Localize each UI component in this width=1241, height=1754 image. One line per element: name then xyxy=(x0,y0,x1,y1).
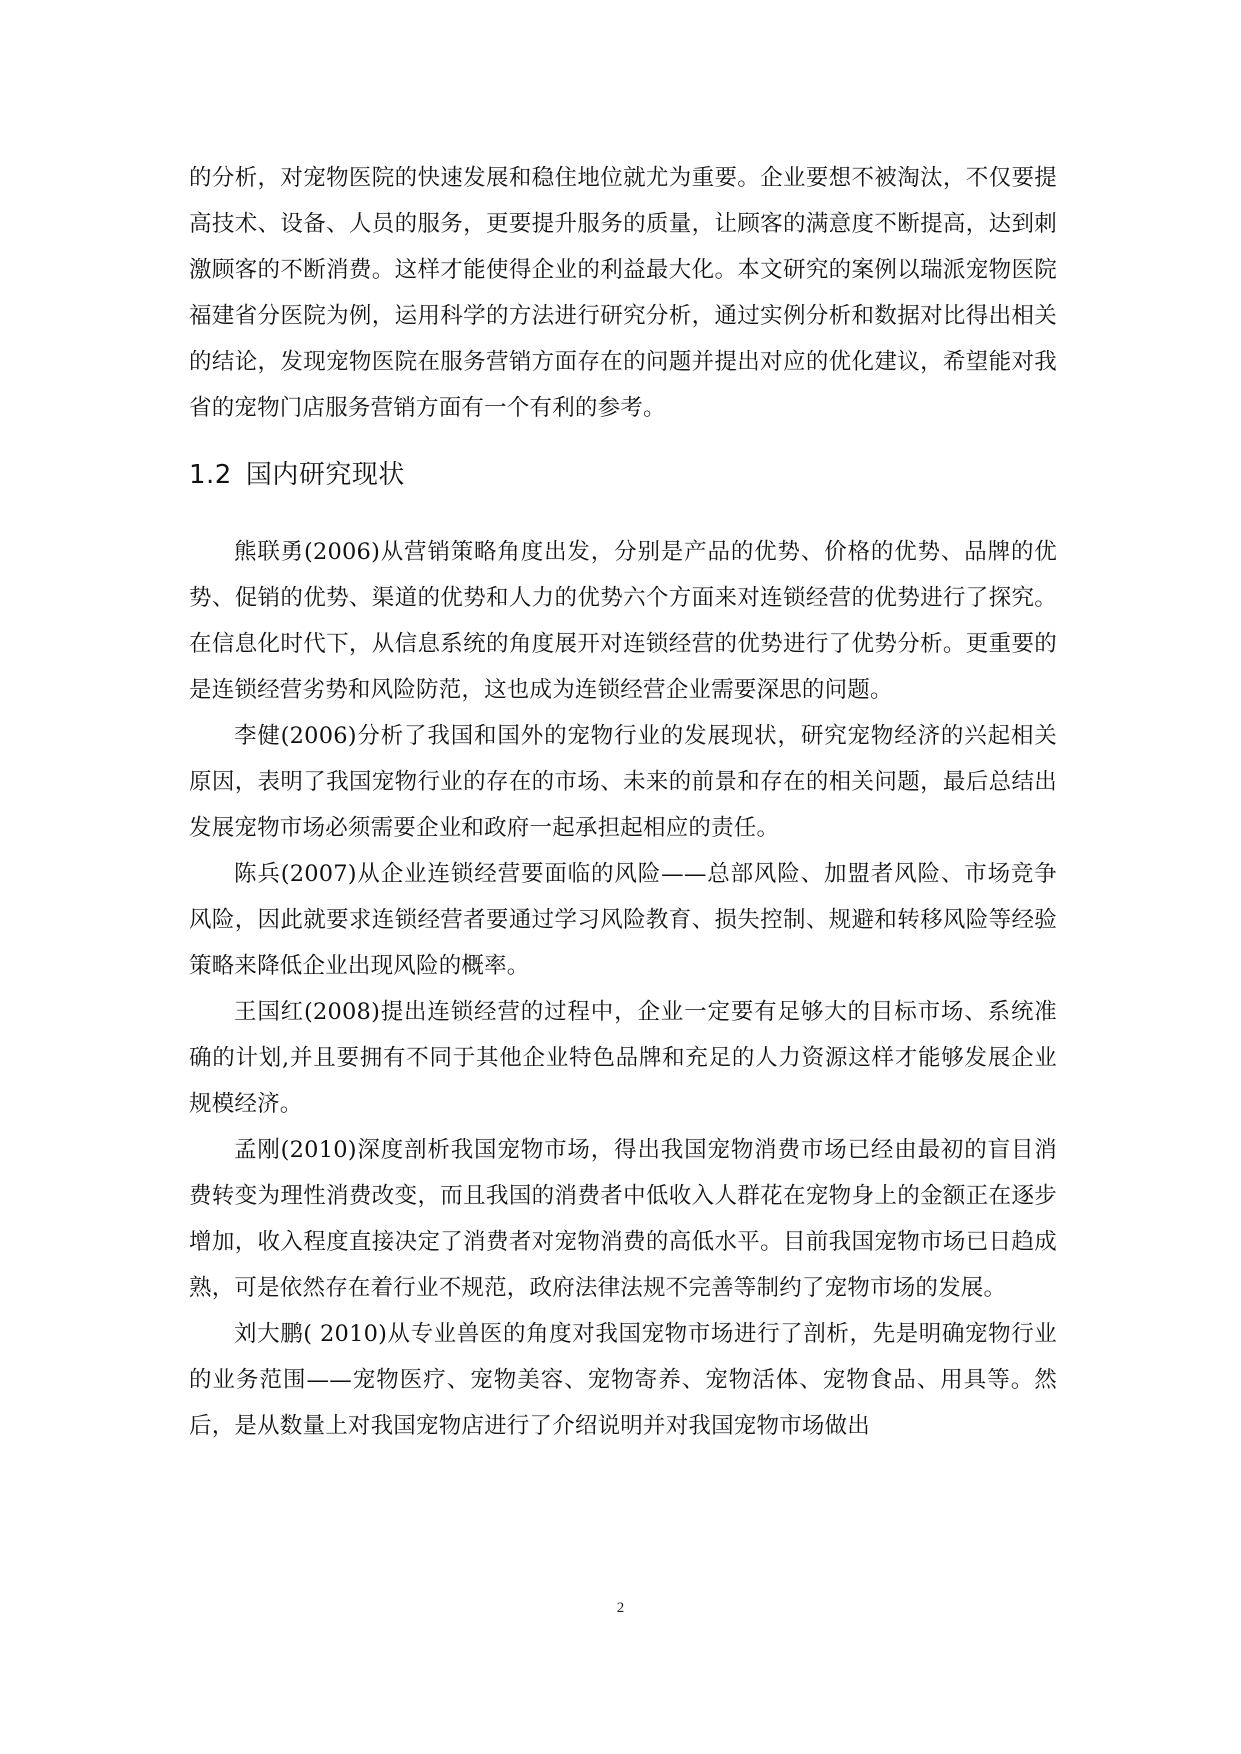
paragraph-wang: 王国红(2008)提出连锁经营的过程中，企业一定要有足够大的目标市场、系统准确的计划,并且要拥有不同于其他企业特色品牌和充足的人力资源这样才能够发展企业规模经济。 xyxy=(189,999,1057,1117)
paragraph-chen: 陈兵(2007)从企业连锁经营要面临的风险——总部风险、加盟者风险、市场竞争风险，因此就要求连锁经营者要通过学习风险教育、损失控制、规避和转移风险等经验策略来降低企业出现风险的概率。 xyxy=(189,861,1057,979)
page-number: 2 xyxy=(616,1600,625,1616)
document-body xyxy=(189,155,1057,1449)
paragraph-liu: 刘大鹏( 2010)从专业兽医的角度对我国宠物市场进行了剖析，先是明确宠物行业的业务范围——宠物医疗、宠物美容、宠物寄养、宠物活体、宠物食品、用具等。然后，是从数量上对我国宠物店进行了介绍说明并对我国宠物市场做出 xyxy=(189,1321,1057,1439)
heading-spacer xyxy=(189,519,1057,529)
section-title: 国内研究现状 xyxy=(245,460,405,490)
paragraph-meng: 孟刚(2010)深度剖析我国宠物市场，得出我国宠物消费市场已经由最初的盲目消费转变为理性消费改变，而且我国的消费者中低收入人群花在宠物身上的金额正在逐步增加，收入程度直接决定了消费者对宠物消费的高低水平。目前我国宠物市场已日趋成熟，可是依然存在着行业不规范，政府法律法规不完善等制约了宠物市场的发展。 xyxy=(189,1137,1057,1301)
intro-paragraph: 的分析，对宠物医院的快速发展和稳住地位就尤为重要。企业要想不被淘汰，不仅要提高技术、设备、人员的服务，更要提升服务的质量，让顾客的满意度不断提高，达到刺激顾客的不断消费。这样才能使得企业的利益最大化。本文研究的案例以瑞派宠物医院福建省分医院为例，运用科学的方法进行研究分析，通过实例分析和数据对比得出相关的结论，发现宠物医院在服务营销方面存在的问题并提出对应的优化建议，希望能对我省的宠物门店服务营销方面有一个有利的参考。 xyxy=(189,165,1057,421)
paragraph-xiong: 熊联勇(2006)从营销策略角度出发，分别是产品的优势、价格的优势、品牌的优势、促销的优势、渠道的优势和人力的优势六个方面来对连锁经营的优势进行了探究。在信息化时代下，从信息系统的角度展开对连锁经营的优势进行了优势分析。更重要的是连锁经营劣势和风险防范，这也成为连锁经营企业需要深思的问题。 xyxy=(189,539,1057,703)
section-heading xyxy=(189,453,1057,497)
paragraph-li: 李健(2006)分析了我国和国外的宠物行业的发展现状，研究宠物经济的兴起相关原因，表明了我国宠物行业的存在的市场、未来的前景和存在的相关问题，最后总结出发展宠物市场必须需要企业和政府一起承担起相应的责任。 xyxy=(189,723,1057,841)
section-number: 1.2 xyxy=(189,460,232,490)
